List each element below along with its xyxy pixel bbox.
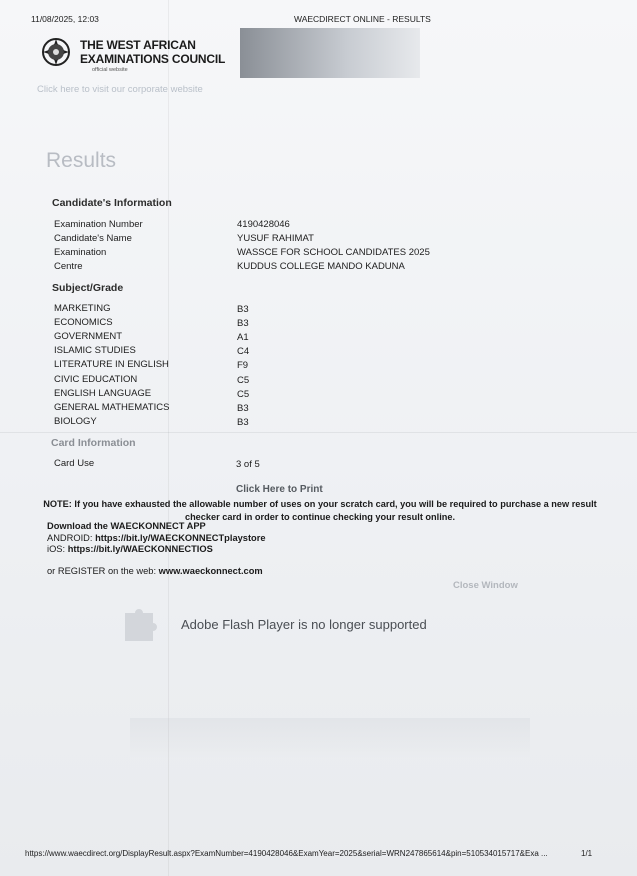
subject-row: ECONOMICS	[54, 317, 113, 328]
waec-seal-icon	[40, 36, 72, 68]
print-datetime: 11/08/2025, 12:03	[31, 14, 99, 24]
exam-number-value: 4190428046	[237, 219, 290, 230]
grade-value: C5	[237, 389, 250, 400]
print-page-title: WAECDIRECT ONLINE - RESULTS	[294, 14, 431, 24]
print-page-number: 1/1	[581, 849, 593, 858]
candidate-name-value: YUSUF RAHIMAT	[237, 233, 314, 244]
subject-grade-heading: Subject/Grade	[52, 282, 124, 294]
examination-label: Examination	[54, 247, 107, 258]
candidate-info-heading: Candidate's Information	[52, 197, 172, 209]
ios-download	[47, 544, 213, 554]
card-info-heading: Card Information	[51, 437, 136, 449]
subject-row: LITERATURE IN ENGLISH	[54, 359, 169, 370]
grade-value: A1	[237, 332, 249, 343]
logo-tagline: official website	[92, 67, 128, 73]
centre-value: KUDDUS COLLEGE MANDO KADUNA	[237, 261, 405, 272]
close-window-button[interactable]: Close Window	[453, 580, 518, 591]
register-link[interactable]: www.waeckonnect.com	[158, 566, 263, 576]
corporate-website-link[interactable]: Click here to visit our corporate website	[37, 84, 203, 95]
grade-value: B3	[237, 403, 249, 414]
print-link[interactable]: Click Here to Print	[236, 484, 323, 495]
subject-row: GOVERNMENT	[54, 331, 123, 342]
centre-label: Centre	[54, 261, 83, 272]
subject-row: MARKETING	[54, 303, 111, 314]
card-use-label: Card Use	[54, 458, 95, 469]
waec-logo[interactable]	[40, 36, 240, 76]
grade-value: B3	[237, 318, 249, 329]
logo-line-2: EXAMINATIONS COUNCIL	[80, 52, 226, 66]
exam-number-label: Examination Number	[54, 219, 143, 230]
ios-link[interactable]: https://bit.ly/WAECKONNECTIOS	[67, 544, 213, 554]
note-text: If you have exhausted the allowable number of uses on your scratch card, you will be required to purchase a new result checker card in order to continue checking your result online.	[74, 499, 597, 522]
register-label: or REGISTER on the web:	[47, 566, 157, 576]
plugin-puzzle-icon	[121, 603, 165, 643]
page-title: Results	[46, 149, 117, 172]
card-use-value: 3 of 5	[236, 459, 260, 470]
grade-value: F9	[237, 360, 249, 371]
subject-row: ENGLISH LANGUAGE	[54, 388, 152, 399]
register-line	[47, 566, 263, 576]
android-link[interactable]: https://bit.ly/WAECKONNECTplaystore	[95, 533, 266, 543]
android-download	[47, 533, 266, 543]
logo-line-1: THE WEST AFRICAN	[80, 38, 196, 52]
note-prefix: NOTE:	[43, 499, 72, 509]
grade-value: C4	[237, 346, 250, 357]
ios-label: iOS:	[47, 544, 66, 554]
grade-value: B3	[237, 417, 249, 428]
download-app-title: Download the WAECKONNECT APP	[47, 521, 206, 531]
grade-value: C5	[237, 375, 250, 386]
grade-value: B3	[237, 304, 249, 315]
candidate-name-label: Candidate's Name	[54, 233, 132, 244]
header-banner-image	[240, 28, 420, 78]
examination-value: WASSCE FOR SCHOOL CANDIDATES 2025	[237, 247, 430, 258]
subject-row: BIOLOGY	[54, 416, 97, 427]
print-footer-url: https://www.waecdirect.org/DisplayResult.aspx?ExamNumber=4190428046&ExamYear=2025&serial=WRN247865614&pin=510534015717&Exa ...	[25, 849, 548, 858]
flash-unsupported-message: Adobe Flash Player is no longer supported	[181, 617, 427, 632]
android-label: ANDROID:	[47, 533, 93, 543]
bleed-through-area	[130, 718, 530, 758]
subject-row: GENERAL MATHEMATICS	[54, 402, 170, 413]
fold-line-horizontal	[0, 432, 637, 433]
subject-row: CIVIC EDUCATION	[54, 374, 138, 385]
subject-row: ISLAMIC STUDIES	[54, 345, 136, 356]
